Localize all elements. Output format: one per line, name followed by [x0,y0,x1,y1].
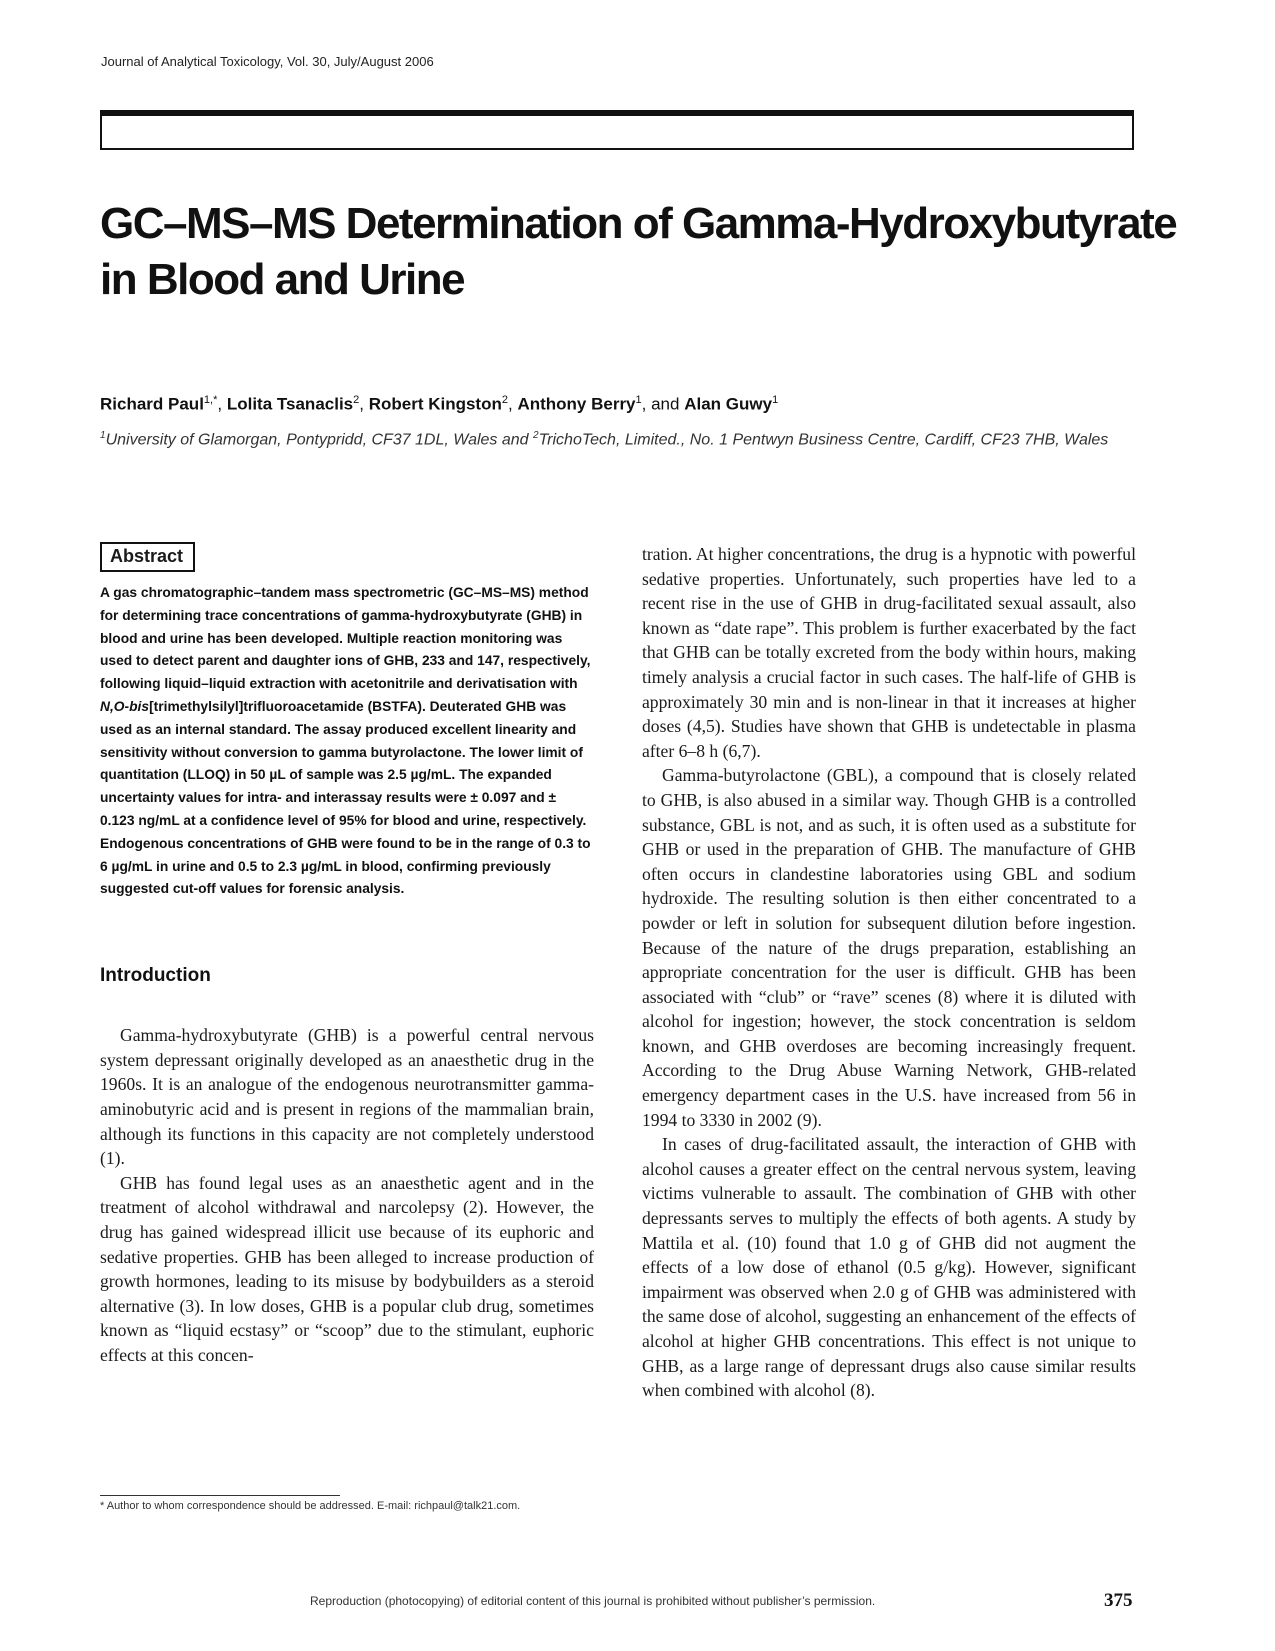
author-name: Anthony Berry [517,394,636,414]
header-banner-box [100,110,1134,150]
title-line-2: in Blood and Urine [100,255,465,304]
introduction-heading: Introduction [100,965,211,987]
author-name: Lolita Tsanaclis [226,394,354,414]
author-sup: 1 [635,394,642,406]
author-sup: 2 [353,394,360,406]
body-paragraph: tration. At higher concentrations, the drug is a hypnotic with powerful sedative properties. Unfortunately, such properties have led to a recent rise in the use of GHB in drug-facilitated sexual assault, also known as “date rape”. This problem is further exacerbated by the fact that GHB can be totally excreted from the body within hours, making timely analysis a crucial factor in such cases. The half-life of GHB is approximately 30 min and is non-linear in that it increases at higher doses (4,5). Studies have shown that GHB is undetectable in plasma after 6–8 h (6,7). [642,544,1136,761]
author-name: Robert Kingston [368,394,502,414]
copyright-footer: Reproduction (photocopying) of editorial content of this journal is prohibited without publisher’s permission. [310,1594,876,1608]
author-sup: 1,* [203,394,218,406]
abstract-heading: Abstract [100,542,195,572]
body-paragraph: In cases of drug-facilitated assault, the interaction of GHB with alcohol causes a greater effect on the central nervous system, leaving victims vulnerable to assault. The combination of GHB with other depressants serves to multiply the effects of both agents. A study by Mattila et al. (10) found that 1.0 g of GHB did not augment the effects of a low dose of ethanol (0.5 g/kg). However, significant impairment was observed when 2.0 g of GHB was administered with the same dose of alcohol, suggesting an enhancement of the effects of alcohol at higher GHB concentrations. This effect is not unique to GHB, as a large range of depressant drugs also cause similar results when combined with alcohol (8). [642,1134,1136,1401]
left-column [100,542,594,1367]
author-name: Alan Guwy [684,394,773,414]
correspondence-footnote: * Author to whom correspondence should be addressed. E-mail: richpaul@talk21.com. [100,1500,521,1512]
journal-header: Journal of Analytical Toxicology, Vol. 30, July/August 2006 [101,54,434,69]
page-number: 375 [1104,1590,1133,1611]
author-and: and [651,394,680,414]
abstract-text: A gas chromatographic–tandem mass spectrometric (GC–MS–MS) method for determining trace concentrations of gamma-hydroxybutyrate (GHB) in blood and urine has been developed. Multiple reaction monitoring was used to detect parent and daughter ions of GHB, 233 and 147, respectively, following liquid–liquid extraction with acetonitrile and derivatisation with N,O-bis[trimethylsilyl]trifluoroacetamide (BSTFA). Deuterated GHB was used as an internal standard. The assay produced excellent linearity and sensitivity without conversion to gamma butyrolactone. The lower limit of quantitation (LLOQ) in 50 µL of sample was 2.5 µg/mL. The expanded uncertainty values for intra- and interassay results were ± 0.097 and ± 0.123 ng/mL at a confidence level of 95% for blood and urine, respectively. Endogenous concentrations of GHB were found to be in the range of 0.3 to 6 µg/mL in urine and 0.5 to 2.3 µg/mL in blood, confirming previously suggested cut-off values for forensic analysis. [100,585,591,897]
author-sup: 1 [772,394,779,406]
footnote-rule [100,1495,340,1496]
right-column [642,542,1136,1403]
intro-paragraph: Gamma-hydroxybutyrate (GHB) is a powerful central nervous system depressant originally developed as an anaesthetic drug in the 1960s. It is an analogue of the endogenous neurotransmitter gamma-aminobutyric acid and is present in regions of the mammalian brain, although its functions in this capacity are not completely understood (1). [100,1025,594,1169]
author-name: Richard Paul [100,394,204,414]
title-line-1: GC–MS–MS Determination of Gamma-Hydroxybutyrate [100,199,1177,248]
intro-paragraph: GHB has found legal uses as an anaesthetic agent and in the treatment of alcohol withdrawal and narcolepsy (2). However, the drug has gained widespread illicit use because of its euphoric and sedative properties. GHB has been alleged to increase production of growth hormones, leading to its misuse by bodybuilders as a steroid alternative (3). In low doses, GHB is a popular club drug, sometimes known as “liquid ecstasy” or “scoop” due to the stimulant, euphoric effects at this concen- [100,1172,594,1365]
article-title [100,196,1180,308]
author-list: Richard Paul$^{1,*}$, Lolita Tsanaclis$^2$, Robert Kingston$^2$, Anthony Berry$^1$, and Alan Guwy$^1$ [100,394,779,414]
body-paragraph: Gamma-butyrolactone (GBL), a compound that is closely related to GHB, is also abused in a similar way. Though GHB is a controlled substance, GBL is not, and as such, it is often used as a substitute for GHB or used in the preparation of GHB. The manufacture of GHB often occurs in clandestine laboratories using GBL and sodium hydroxide. The resulting solution is then either concentrated to a powder or left in solution for subsequent dilution before ingestion. Because of the nature of the drugs preparation, establishing an appropriate concentration for the user is difficult. GHB has been associated with “club” or “rave” scenes (8) where it is diluted with alcohol for ingestion; however, the stock concentration is seldom known, and GHB overdoses are becoming increasingly frequent. According to the Drug Abuse Warning Network, GHB-related emergency department cases in the U.S. have increased from 56 in 1994 to 3330 in 2002 (9). [642,765,1136,1130]
affiliations: $^1$University of Glamorgan, Pontypridd, CF37 1DL, Wales and $^2$TrichoTech, Limited., No. 1 Pentwyn Business Centre, Cardiff, CF23 7HB, Wales [100,430,1109,449]
author-sup: 2 [501,394,508,406]
